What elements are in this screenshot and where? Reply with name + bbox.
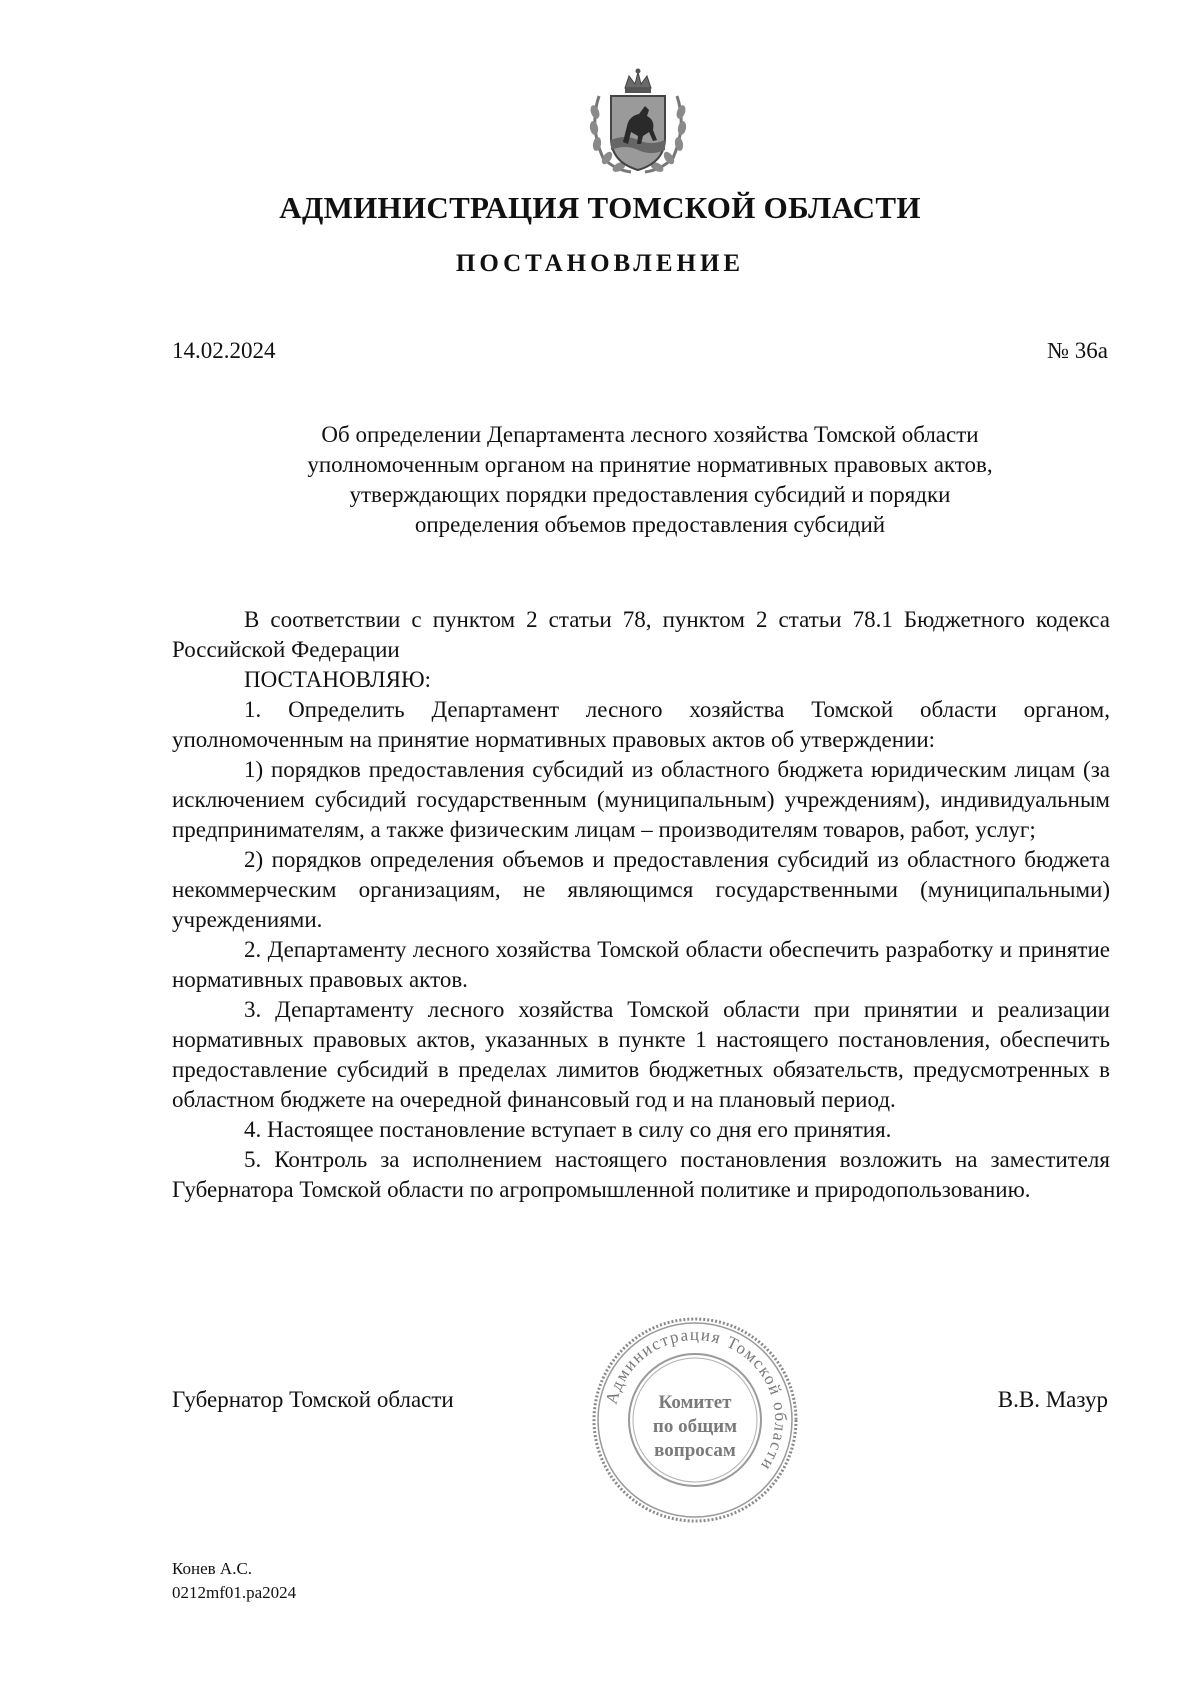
paragraph-3: 3. Департаменту лесного хозяйства Томской области при принятии и реализации нормативных правовых актов, указанных в пункте 1 настоящего постановления, обеспечить предоставление субсидий в пределах лимитов бюджетных обязательств, предусмотренных в областном бюджете на очередной финансовый год и на плановый период. xyxy=(172,997,1110,1112)
paragraph-1-item-1: 1) порядков предоставления субсидий из областного бюджета юридическим лицам (за исключением субсидий государственным (муниципальным) учреждениям), индивидуальным предпринимателям, а также физическим лицам – производителям товаров, работ, услуг; xyxy=(172,757,1110,842)
paragraph-1: 1. Определить Департамент лесного хозяйства Томской области органом, уполномоченным на принятие нормативных правовых актов об утверждении: xyxy=(172,697,1110,752)
signatory-title: Губернатор Томской области xyxy=(172,1387,454,1412)
stamp-center-line: Комитет xyxy=(658,1392,732,1413)
executor-name: Конев А.С. xyxy=(172,1559,253,1578)
stamp-ring-text: Администрация Томской области xyxy=(601,1324,791,1475)
document-number: № 36а xyxy=(1047,338,1108,363)
paragraph-2: 2. Департаменту лесного хозяйства Томской области обеспечить разработку и принятие нормативных правовых актов. xyxy=(172,937,1110,992)
decree-word: ПОСТАНОВЛЯЮ: xyxy=(244,667,432,692)
preamble: В соответствии с пунктом 2 статьи 78, пунктом 2 статьи 78.1 Бюджетного кодекса Российской Федерации xyxy=(172,607,1110,662)
stamp-center-line: по общим xyxy=(652,1416,738,1437)
paragraph-4: 4. Настоящее постановление вступает в силу со дня его принятия. xyxy=(244,1117,892,1142)
document-subject xyxy=(200,420,1100,540)
paragraph-5: 5. Контроль за исполнением настоящего постановления возложить на заместителя Губернатора Томской области по агропромышленной политике и природопользованию. xyxy=(172,1147,1110,1202)
official-stamp xyxy=(589,1314,801,1526)
subject-line: Об определении Департамента лесного хозяйства Томской области xyxy=(321,422,979,447)
subject-line: уполномоченным органом на принятие нормативных правовых актов, xyxy=(307,452,993,477)
subject-line: утверждающих порядки предоставления субсидий и порядки xyxy=(349,482,951,507)
stamp-center-line: вопросам xyxy=(654,1440,736,1461)
executor-block xyxy=(172,1557,296,1605)
signatory-name: В.В. Мазур xyxy=(997,1387,1108,1412)
subject-line: определения объемов предоставления субсидий xyxy=(414,512,886,537)
paragraph-1-item-2: 2) порядков определения объемов и предоставления субсидий из областного бюджета некоммерческим организациям, не являющимся государственными (муниципальными) учреждениями. xyxy=(172,847,1110,932)
document-type: ПОСТАНОВЛЕНИЕ xyxy=(455,250,745,277)
document-date: 14.02.2024 xyxy=(172,338,276,363)
file-code: 0212mf01.pa2024 xyxy=(172,1583,297,1602)
organization-name: АДМИНИСТРАЦИЯ ТОМСКОЙ ОБЛАСТИ xyxy=(279,190,921,225)
document-body xyxy=(172,605,1110,1205)
tomsk-region-coat-of-arms-icon xyxy=(585,66,691,178)
